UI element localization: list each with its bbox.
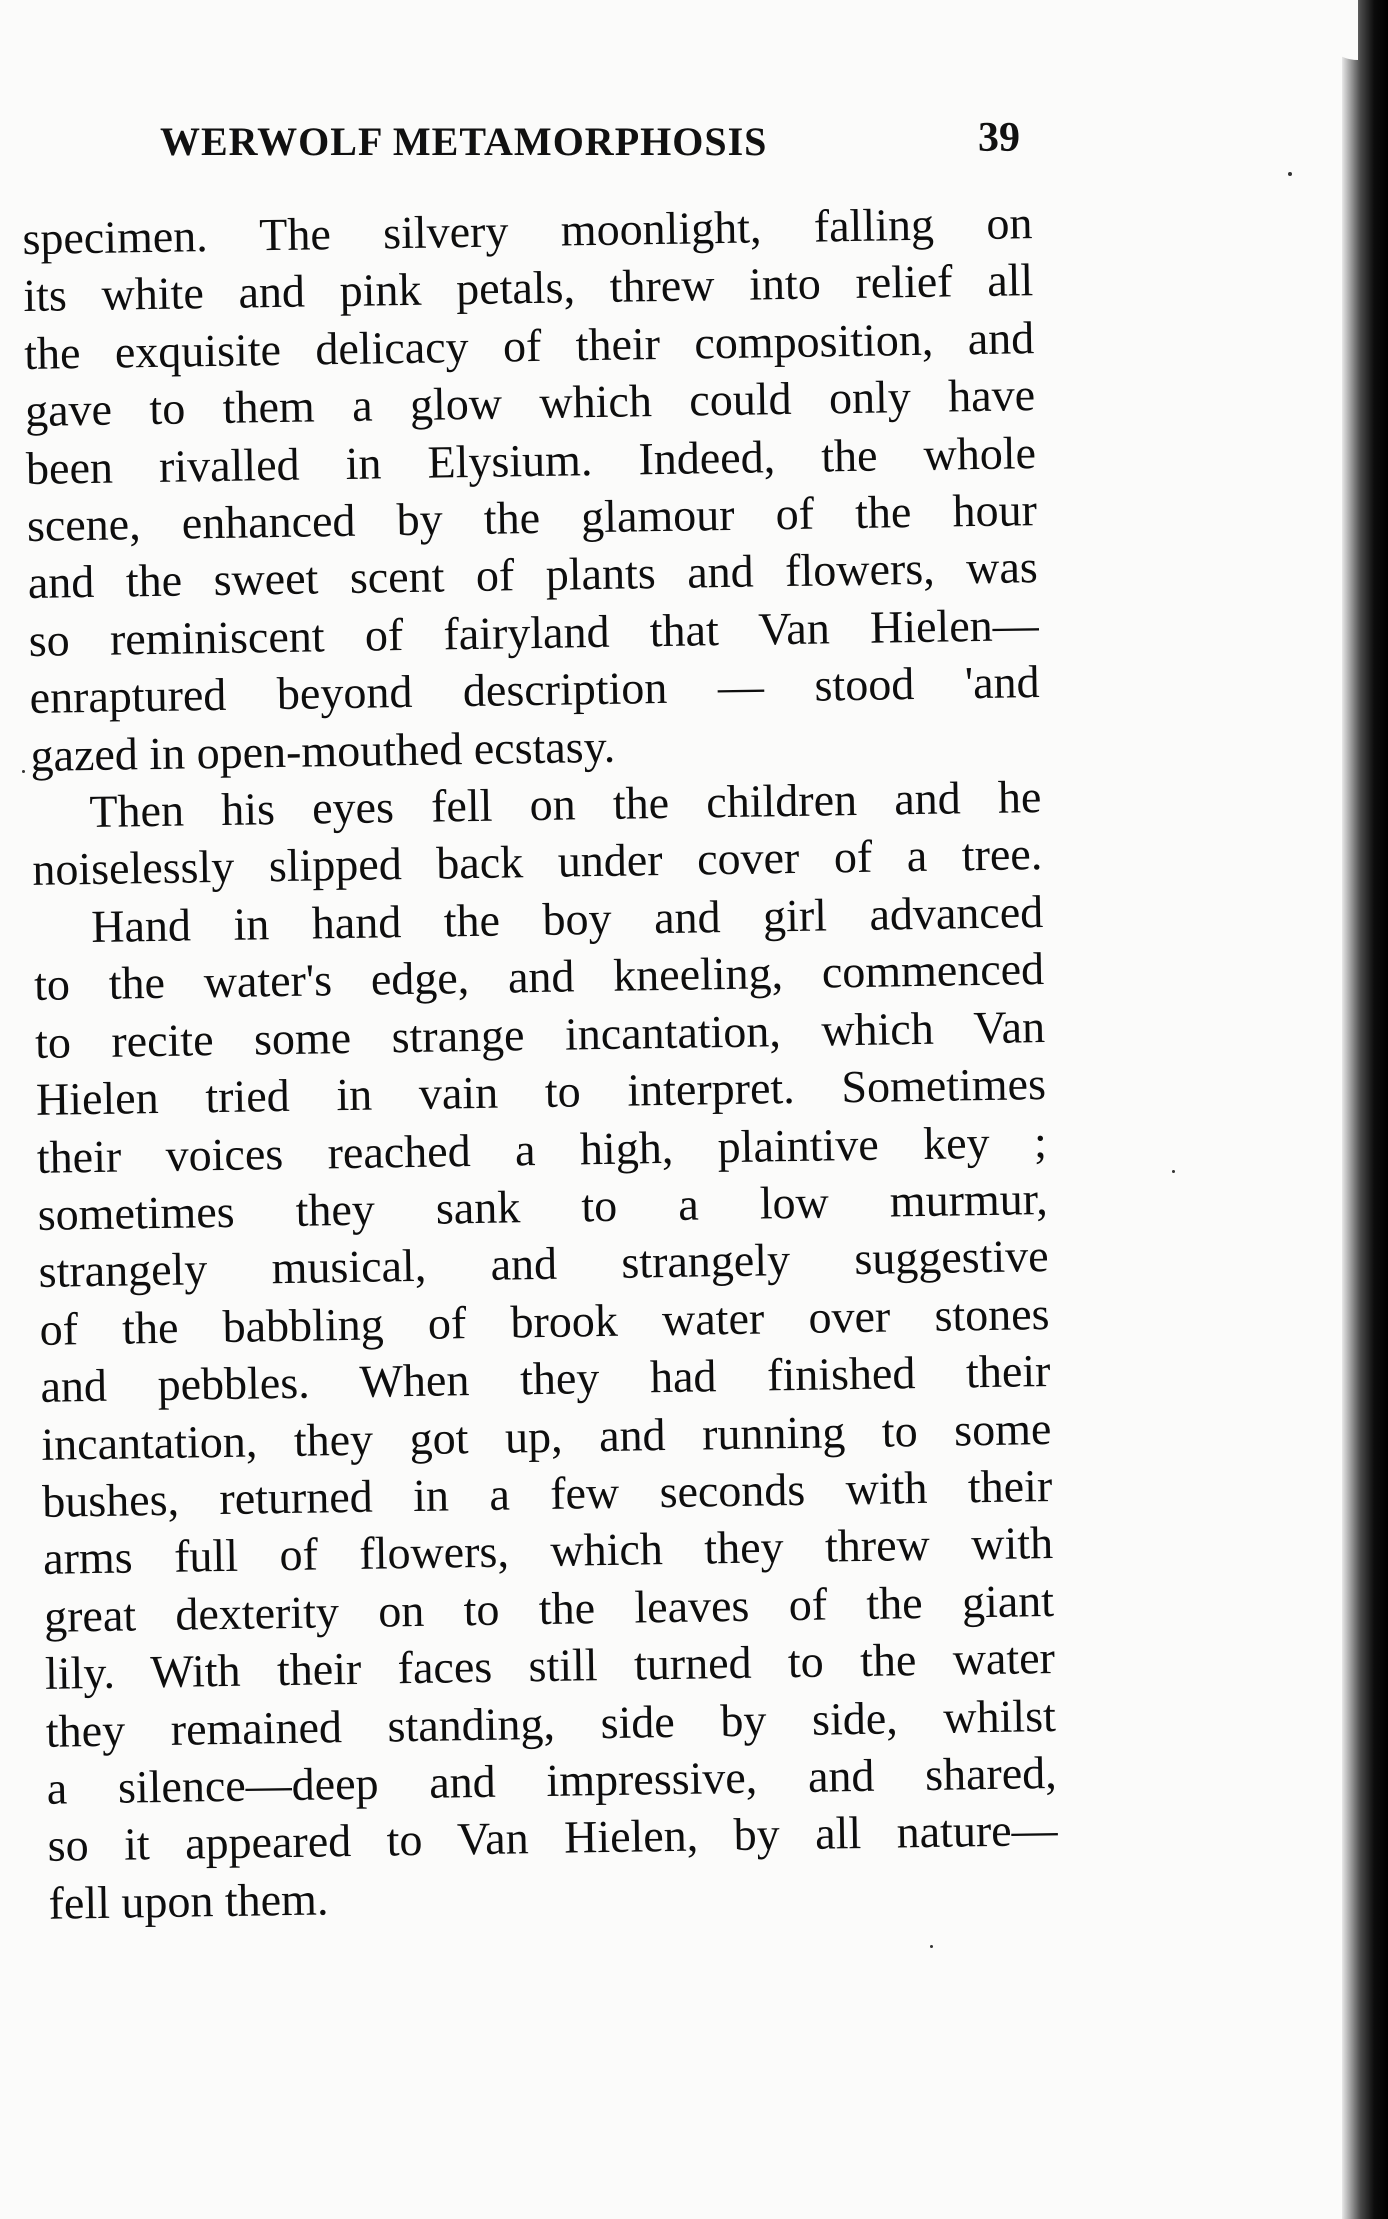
text-line: strangely musical, and strangely suggestive (38, 1230, 1049, 1298)
text-line: Then his eyes fell on the children and he (89, 771, 1042, 838)
text-line: so reminiscent of fairyland that Van Hielen— (28, 598, 1040, 666)
text-line: fell upon them. (48, 1873, 329, 1929)
paper-speck (1288, 172, 1292, 176)
text-line: gazed in open-mouthed ecstasy. (30, 720, 616, 781)
text-line: their voices reached a high, plaintive key ; (36, 1115, 1048, 1183)
text-line: sometimes they sank to a low murmur, (37, 1172, 1049, 1240)
paragraph-1 (22, 194, 1041, 784)
text-line: to recite some strange incantation, which Van (34, 1000, 1046, 1068)
text-line: and the sweet scent of plants and flowers, was (27, 541, 1039, 609)
text-line: to the water's edge, and kneeling, commenced (33, 943, 1045, 1011)
text-line: so it appeared to Van Hielen, by all nature— (47, 1804, 1058, 1872)
text-line: Hand in hand the boy and girl advanced (90, 885, 1044, 952)
page-edge-shadow (1342, 0, 1388, 2219)
text-line: its white and pink petals, threw into relief all (22, 254, 1034, 322)
text-line: lily. With their faces still turned to the water (44, 1632, 1056, 1699)
paper-speck (1172, 1170, 1175, 1173)
text-line: scene, enhanced by the glamour of the hour (26, 484, 1038, 551)
text-line: great dexterity on to the leaves of the giant (43, 1574, 1055, 1642)
paper-speck (930, 1945, 933, 1948)
text-line: of the babbling of brook water over stones (39, 1287, 1050, 1355)
page-number: 39 (978, 115, 1020, 161)
text-line: the exquisite delicacy of their composition, and (23, 311, 1035, 379)
text-line: Hielen tried in vain to interpret. Sometimes (35, 1058, 1047, 1125)
text-line: enraptured beyond description — stood 'and (29, 656, 1040, 724)
body-text (22, 194, 1059, 1932)
text-line: been rivalled in Elysium. Indeed, the whole (25, 426, 1037, 494)
text-line: bushes, returned in a few seconds with their (41, 1459, 1053, 1527)
running-head: WERWOLF METAMORPHOSIS (160, 119, 768, 164)
paragraph-2 (31, 768, 1043, 899)
text-line: arms full of flowers, which they threw with (42, 1517, 1054, 1585)
page-corner (1318, 0, 1358, 60)
paragraph-3 (33, 883, 1059, 1932)
text-line: specimen. The silvery moonlight, falling on (22, 197, 1033, 264)
text-line: they remained standing, side by side, whilst (45, 1689, 1057, 1757)
text-line: noiselessly slipped back under cover of a tree. (31, 828, 1043, 896)
text-line: incantation, they got up, and running to some (40, 1402, 1052, 1470)
text-line: gave to them a glow which could only have (24, 369, 1036, 437)
paper-speck (22, 770, 25, 773)
text-line: and pebbles. When they had finished their (40, 1345, 1051, 1412)
page-header (160, 115, 1030, 178)
text-line: a silence—deep and impressive, and shared, (46, 1746, 1058, 1814)
